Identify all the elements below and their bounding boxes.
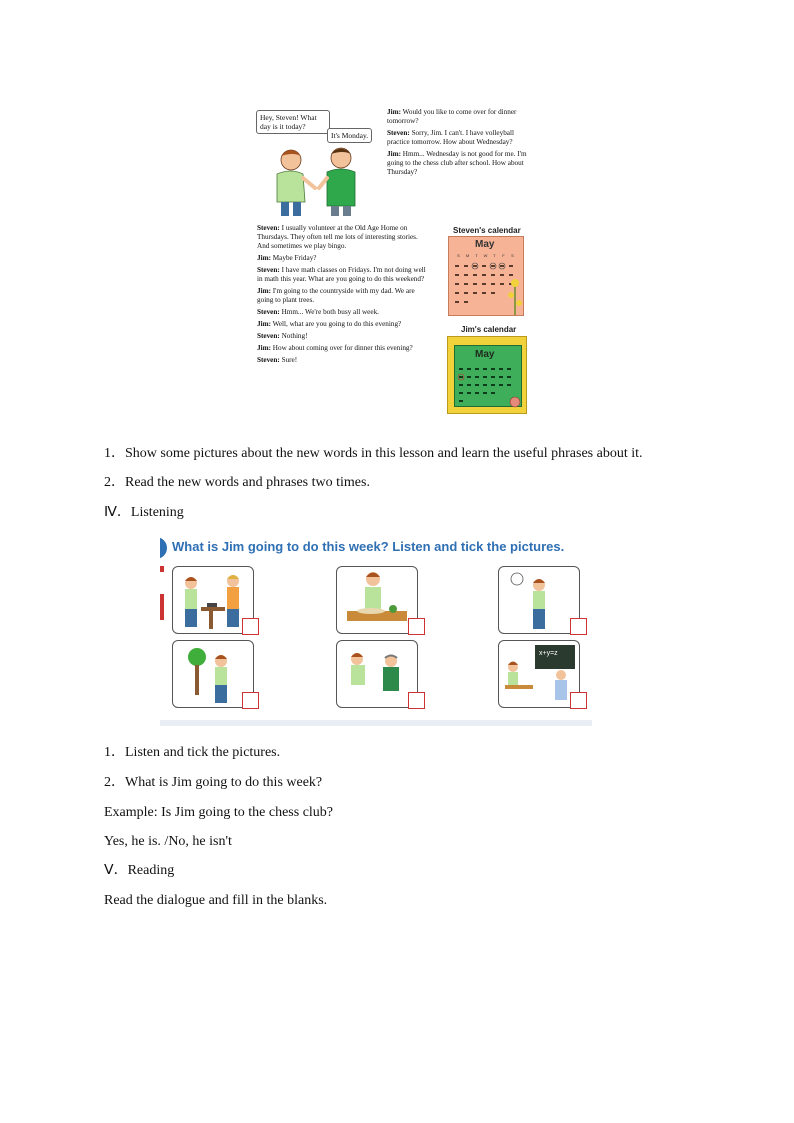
dialogue-text: Sorry, Jim. I can't. I have volleyball practice tomorrow. How about Wednesday? (387, 129, 514, 146)
speech-bubble-steven: It's Monday. (327, 128, 372, 143)
dialogue-text: Would you like to come over for dinner tomorrow? (387, 108, 517, 125)
section-heading-reading: Ⅴ．Reading (104, 863, 175, 878)
tick-box[interactable] (570, 618, 587, 635)
dialogue-text: Hmm... Wednesday is not good for me. I'm going to the chess club after school. How about Thursday? (387, 150, 527, 176)
answer-line: Yes, he is. /No, he isn't (104, 834, 232, 849)
dialogue-text: I'm going to the countryside with my dad. We are going to plant trees. (257, 287, 415, 304)
chess-illustration (173, 567, 253, 633)
calendar-title-jim: Jim's calendar (461, 325, 517, 334)
weekday-label: S (457, 253, 460, 258)
listening-image (160, 534, 592, 726)
weekday-label: M (465, 253, 470, 258)
dialogue-line (387, 108, 535, 126)
instruction-line-reading: Read the dialogue and fill in the blanks. (104, 893, 328, 908)
speaker-label: Steven: (387, 129, 410, 137)
listening-header (160, 534, 592, 562)
speech-bubble-jim: Hey, Steven! What day is it today? (256, 110, 330, 134)
instruction-line-2: 2．Read the new words and phrases two times. (104, 475, 370, 490)
volleyball-illustration (499, 567, 579, 633)
calendar-month: May (475, 239, 495, 250)
tick-box[interactable] (408, 618, 425, 635)
tick-box[interactable] (242, 692, 259, 709)
picture-volleyball (498, 566, 580, 634)
dialogue-text: Sure! (281, 356, 298, 364)
dialogue-text: How about coming over for dinner this evening? (272, 344, 413, 352)
weekday-label: T (493, 253, 496, 258)
dialogue-text: I have math classes on Fridays. I'm not doing well in math this year. What are you going to do this weekend? (257, 266, 426, 283)
weekday-label: F (502, 253, 505, 258)
speaker-label: Steven: (257, 224, 280, 232)
cropped-next-line (160, 720, 592, 726)
boys-illustration (263, 144, 373, 216)
speaker-label: Jim: (387, 108, 401, 116)
side-marker (160, 594, 164, 620)
dialogue-line (257, 344, 429, 353)
flowers-decoration (507, 277, 523, 315)
svg-text:x+y=z: x+y=z (539, 650, 558, 657)
dialogue-line (257, 308, 429, 317)
listening-title: What is Jim going to do this week? Listen and tick the pictures. (172, 539, 565, 554)
calendar-steven (448, 236, 524, 316)
calendar-jim (447, 336, 527, 414)
dialogue-line (257, 287, 429, 305)
instruction-line-listen: 1．Listen and tick the pictures. (104, 745, 281, 760)
cooking-illustration (337, 567, 417, 633)
dialogue-text: Hmm... We're both busy all week. (281, 308, 379, 316)
header-circle-marker (160, 536, 168, 560)
dialogue-image (253, 100, 537, 430)
dialogue-text: Nothing! (281, 332, 308, 340)
dialogue-text: Maybe Friday? (272, 254, 317, 262)
instruction-line-1: 1．Show some pictures about the new words in this lesson and learn the useful phrases about it. (104, 446, 643, 461)
dialogue-line (257, 356, 429, 365)
picture-cooking (336, 566, 418, 634)
dialogue-line (257, 266, 429, 284)
example-line: Example: Is Jim going to the chess club? (104, 805, 334, 820)
tick-box[interactable] (242, 618, 259, 635)
calendar-month: May (475, 349, 495, 360)
section-heading-listening: Ⅳ．Listening (104, 505, 184, 520)
math-class-illustration (499, 641, 579, 707)
calendar-grid (454, 253, 517, 258)
calendar-title-steven: Steven's calendar (453, 226, 521, 235)
instruction-line-question: 2．What is Jim going to do this week? (104, 775, 323, 790)
speaker-label: Jim: (257, 254, 271, 262)
picture-math-class (498, 640, 580, 708)
picture-old-age-home (336, 640, 418, 708)
speaker-label: Steven: (257, 266, 280, 274)
snail-decoration (506, 395, 524, 409)
dialogue-left (257, 224, 429, 365)
dialogue-line (387, 129, 535, 147)
weekday-label: W (483, 253, 488, 258)
speaker-label: Steven: (257, 332, 280, 340)
dialogue-text: Well, what are you going to do this evening? (272, 320, 402, 328)
weekday-label: T (475, 253, 478, 258)
dialogue-right (387, 108, 535, 177)
tick-box[interactable] (570, 692, 587, 709)
tick-box[interactable] (408, 692, 425, 709)
speaker-label: Jim: (257, 344, 271, 352)
planting-illustration (173, 641, 253, 707)
dialogue-line (387, 150, 535, 177)
weekday-label: S (511, 253, 514, 258)
speaker-label: Jim: (387, 150, 401, 158)
dialogue-line (257, 332, 429, 341)
side-marker (160, 566, 164, 572)
dialogue-line (257, 224, 429, 251)
speaker-label: Jim: (257, 287, 271, 295)
dialogue-line (257, 254, 429, 263)
speaker-label: Jim: (257, 320, 271, 328)
speaker-label: Steven: (257, 356, 280, 364)
dialogue-text: I usually volunteer at the Old Age Home on Thursdays. They often tell me lots of interesting stories. And sometimes we play bingo. (257, 224, 418, 250)
speaker-label: Steven: (257, 308, 280, 316)
dialogue-line (257, 320, 429, 329)
old-age-home-illustration (337, 641, 417, 707)
